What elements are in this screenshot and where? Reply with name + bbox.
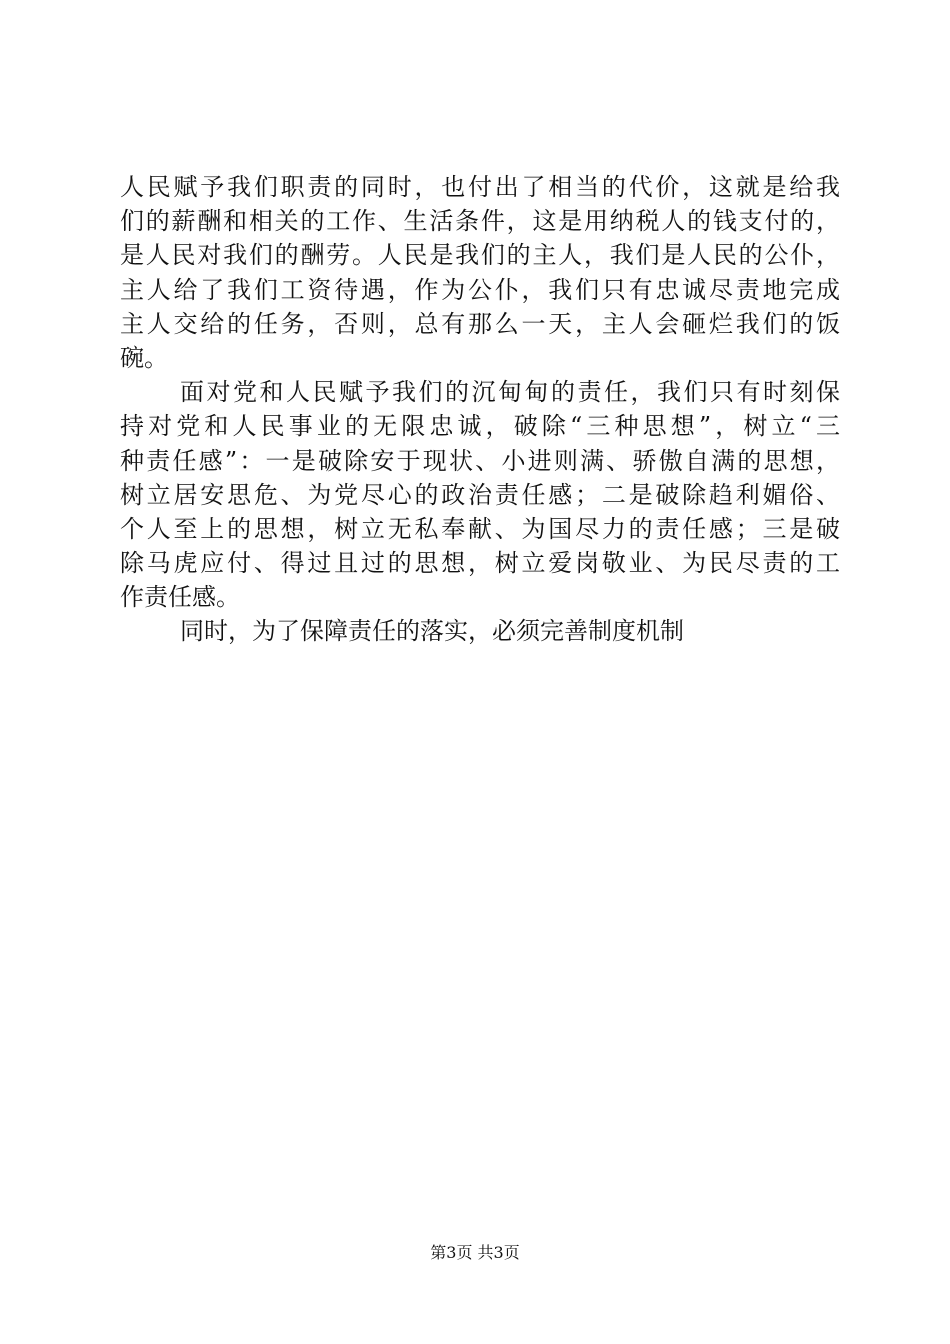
text-line: 作责任感。	[120, 583, 240, 612]
text-line: 们的薪酬和相关的工作、生活条件，这是用纳税人的钱支付的，	[120, 207, 840, 236]
text-line: 同时，为了保障责任的落实，必须完善制度机制	[180, 617, 684, 646]
paragraph-2	[120, 375, 840, 614]
text-line: 个人至上的思想，树立无私奉献、为国尽力的责任感；三是破	[120, 514, 840, 543]
paragraph-3	[120, 614, 840, 648]
paragraph-1	[120, 170, 840, 375]
text-line: 人民赋予我们职责的同时，也付出了相当的代价，这就是给我	[120, 173, 840, 201]
text-line: 碗。	[120, 343, 168, 372]
document-body	[120, 170, 840, 649]
page-number-footer: 第3页 共3页	[430, 1243, 520, 1262]
text-line: 除马虎应付、得过且过的思想，树立爱岗敬业、为民尽责的工	[120, 549, 840, 578]
text-line: 面对党和人民赋予我们的沉甸甸的责任，我们只有时刻保	[180, 378, 840, 407]
text-line: 主人交给的任务，否则，总有那么一天，主人会砸烂我们的饭	[120, 309, 840, 338]
text-line: 主人给了我们工资待遇，作为公仆，我们只有忠诚尽责地完成	[120, 275, 840, 304]
text-line: 种责任感”：一是破除安于现状、小进则满、骄傲自满的思想，	[120, 446, 840, 475]
text-line: 是人民对我们的酬劳。人民是我们的主人，我们是人民的公仆，	[120, 241, 840, 270]
text-line: 持对党和人民事业的无限忠诚，破除“三种思想”，树立“三	[120, 412, 840, 441]
text-line: 树立居安思危、为党尽心的政治责任感；二是破除趋利媚俗、	[120, 480, 840, 509]
